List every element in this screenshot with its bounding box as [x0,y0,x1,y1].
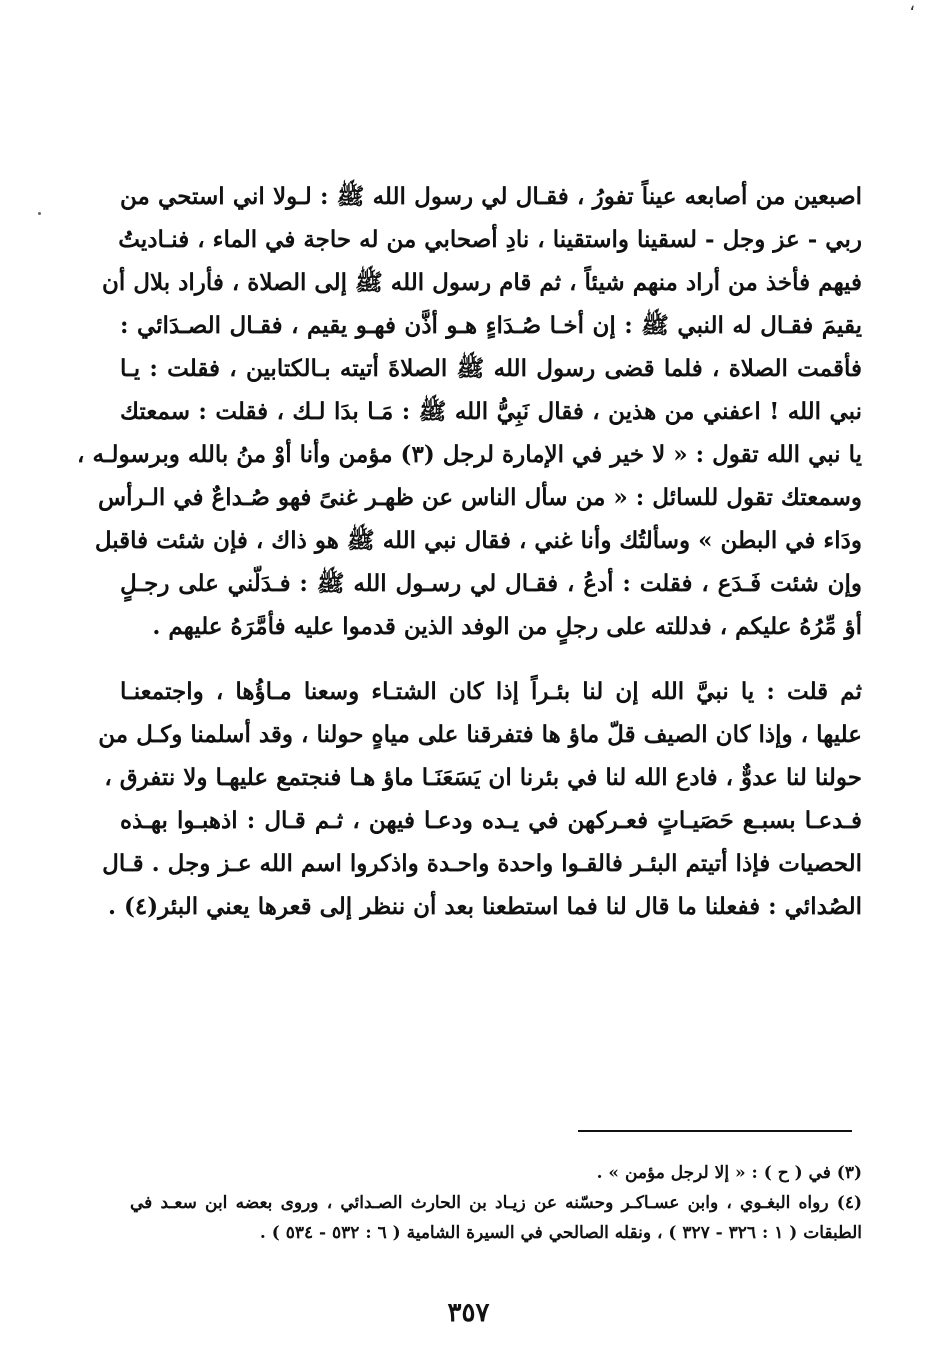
footnote-4-continued: الطبقات ( ١ : ٣٢٦ - ٣٢٧ ) ، ونقله الصالحي في السيرة الشامية ( ٦ : ٥٣٢ - ٥٣٤ ) . [259,1223,862,1243]
text-line: وسمعتك تقول للسائل : « من سأل الناس عن ظهـر غنىً فهو صُـداعٌ في الـرأس [98,484,862,511]
text-line: أؤ مِّرُهُ عليكم ، فدللته على رجلٍ من الوفد الذين قدموا عليه فأمَّرَهُ عليهم . [152,613,862,640]
corner-mark: ، [909,0,915,15]
paragraph-2 [98,670,862,928]
text-line: فيهم فأخذ من أراد منهم شيئاً ، ثم قام رسول الله ﷺ إلى الصلاة ، فأراد بلال أن [102,269,862,296]
text-line: ثم قلت : يا نبيَّ الله إن لنا بئـراً إذا كان الشتـاء وسعنا مـاؤُها ، واجتمعنـا [120,678,862,705]
text-line: نبي الله ! اعفني من هذين ، فقال نَبِيُّ الله ﷺ : مَـا بدَا لـك ، فقلت : سمعتك [120,398,862,425]
text-line: ربي - عز وجل - لسقينا واستقينا ، نادِ أصحابي من له حاجة في الماء ، فنـاديتُ [118,226,862,253]
text-line: يا نبي الله تقول : « لا خير في الإمارة لرجل (٣) مؤمن وأنا أوْ منُ بالله وبرسولـه ، [77,441,862,468]
stray-dot [38,212,41,215]
text-line: وإن شئت فَـدَع ، فقلت : أدعُ ، فقـال لي رسـول الله ﷺ : فـدَلّني على رجـلٍ [120,570,862,597]
text-line: فأقمت الصلاة ، فلما قضى رسول الله ﷺ الصلاةَ أتيته بـالكتابين ، فقلت : يـا [120,355,862,382]
page-number: ٣٥٧ [447,1298,490,1328]
text-line: الحصيات فإذا أتيتم البئـر فالقـوا واحدة واحـدة واذكروا اسم الله عـز وجل . قـال [102,850,862,877]
text-line: فـدعـا بسبـع حَصَيـاتٍ فعـركهن في يـده ودعـا فيهن ، ثـم قـال : اذهبـوا بهـذه [120,807,862,834]
text-line: ودَاء في البطن » وسألتُك وأنا غني ، فقال نبي الله ﷺ هو ذاك ، فإن شئت فاقبل [94,527,862,554]
text-line: اصبعين من أصابعه عيناً تفورُ ، فقـال لي رسول الله ﷺ : لـولا اني استحي من [120,183,862,210]
body-text [77,175,862,928]
footnote-separator [578,1130,852,1132]
text-line: عليها ، وإذا كان الصيف قلّ ماؤ ها فتفرقنا على مياهٍ حولنا ، وقد أسلمنا وكـل من [98,721,862,748]
text-line: حولنا لنا عدوٌّ ، فادع الله لنا في بئرنا ان يَسَعَنَـا ماؤ هـا فنجتمع عليهـا ولا نتفرق ، [104,764,862,791]
footnotes [130,1158,862,1248]
text-line: الصُدائي : ففعلنا ما قال لنا فما استطعنا بعد أن ننظر إلى قعرها يعني البئر(٤) . [107,893,862,920]
footnote-3: (٣) في ( ح ) : « إلا لرجل مؤمن » . [596,1163,862,1183]
text-line: يقيمَ فقـال له النبي ﷺ : إن أخـا صُـدَاءٍ هـو أذَّن فهـو يقيم ، فقـال الصـدَائي : [120,312,862,339]
paragraph-1 [77,175,862,648]
footnote-4: (٤) رواه البغـوي ، وابن عسـاكـر وحسّنه عن زيـاد بن الحارث الصـدائي ، وروى بعضه ابن سعـد في [130,1193,862,1213]
